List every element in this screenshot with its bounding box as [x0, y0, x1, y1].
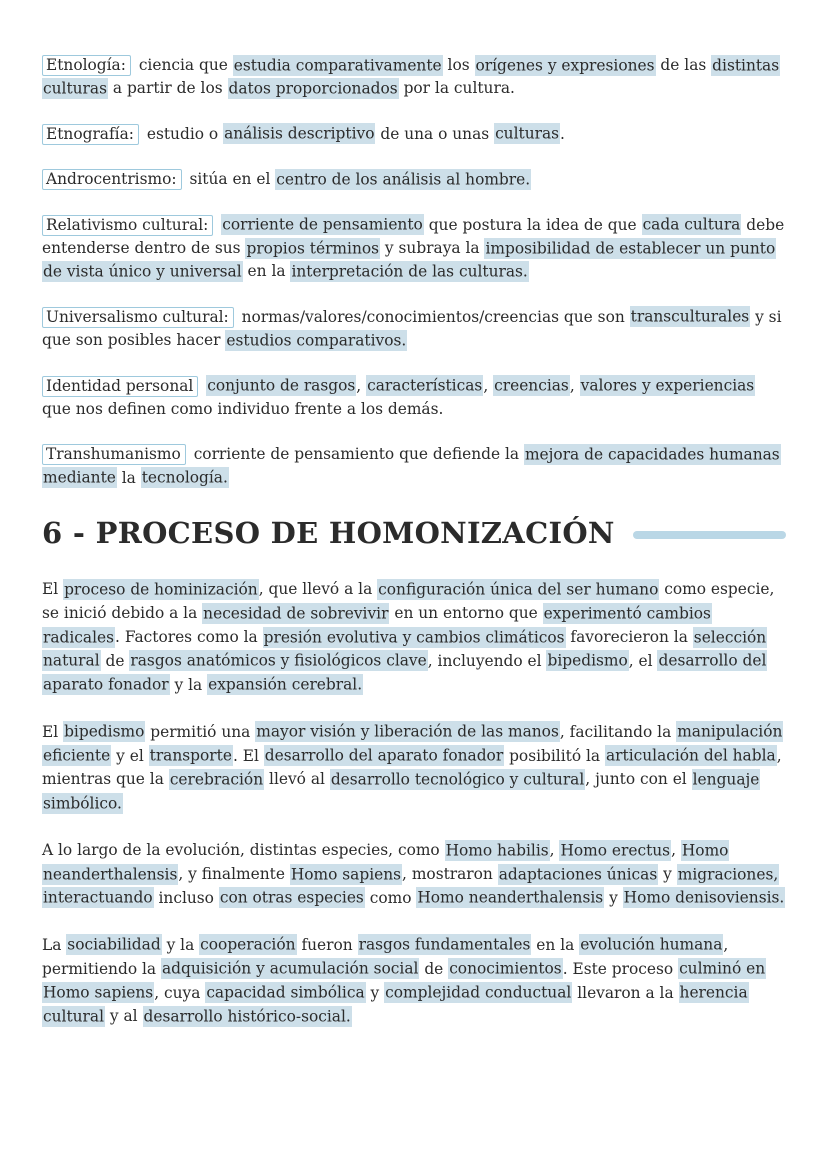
text-segment: corriente de pensamiento que defiende la	[188, 445, 524, 464]
section-heading-text: 6 - PROCESO DE HOMONIZACIÓN	[42, 516, 615, 551]
text-segment: y	[658, 865, 677, 884]
highlighted-text: proceso de hominización	[64, 580, 258, 599]
text-segment: a partir de los	[107, 79, 228, 98]
highlighted-text: cerebración	[169, 770, 264, 789]
text-segment: ,	[671, 841, 681, 860]
text-segment: , junto con el	[585, 770, 692, 789]
highlighted-text: cada cultura	[642, 215, 741, 234]
text-segment: posibilitó la	[504, 746, 605, 765]
definition-term: Etnología:	[42, 55, 131, 76]
highlighted-text: migraciones,	[677, 865, 779, 884]
text-segment: que nos definen como individuo frente a los demás.	[42, 400, 444, 419]
text-segment: sitúa en el	[184, 170, 276, 189]
highlighted-text: sociabilidad	[67, 935, 161, 954]
text-segment: de	[100, 651, 130, 670]
text-segment: normas/valores/conocimientos/creencias que son	[236, 307, 630, 326]
definition-entry	[42, 306, 786, 353]
text-segment: , mostraron	[402, 865, 498, 884]
definition-term: Relativismo cultural:	[42, 215, 213, 236]
text-segment: de las	[655, 56, 712, 74]
text-segment: ,	[549, 841, 560, 860]
highlighted-text: adaptaciones únicas	[498, 865, 658, 884]
text-segment: incluso	[153, 888, 219, 907]
text-segment: , permitiendo la	[42, 935, 729, 978]
text-segment: , el	[628, 651, 658, 670]
body-paragraph	[42, 839, 786, 911]
text-segment: como	[364, 888, 417, 907]
text-segment: en la	[531, 935, 580, 954]
highlighted-text: desarrollo del aparato fonador	[43, 651, 767, 694]
highlighted-text: corriente de pensamiento	[222, 215, 423, 234]
text-segment: como especie, se inició debido a la	[42, 580, 775, 623]
text-segment: ,	[483, 376, 494, 395]
definition-entry	[42, 375, 786, 422]
section-paragraphs	[42, 578, 786, 1029]
text-segment: permitió una	[145, 722, 256, 741]
highlighted-text: presión evolutiva y cambios climáticos	[263, 628, 565, 647]
definition-term: Etnografía:	[42, 124, 139, 145]
text-segment: favorecieron la	[565, 628, 693, 647]
text-segment: y al	[105, 1007, 143, 1026]
text-segment: , y finalmente	[178, 865, 290, 884]
highlighted-text: lenguaje simbólico.	[43, 770, 760, 813]
highlighted-text: Homo denisoviensis.	[623, 888, 785, 907]
text-segment: A lo largo de la evolución, distintas especies, como	[42, 841, 445, 860]
highlighted-text: con otras especies	[219, 888, 364, 907]
highlighted-text: interactuando	[43, 888, 153, 907]
text-segment: de una o unas	[375, 124, 495, 143]
text-segment: los	[442, 56, 475, 74]
highlighted-text: datos proporcionados	[228, 79, 398, 98]
text-segment: El	[42, 722, 64, 741]
highlighted-text: imposibilidad de establecer un punto de vista único y universal	[43, 239, 776, 281]
text-segment: , incluyendo el	[427, 651, 547, 670]
highlighted-text: transporte	[149, 746, 232, 765]
highlighted-text: mejora de capacidades humanas mediante	[43, 445, 780, 487]
highlighted-text: configuración única del ser humano	[378, 580, 659, 599]
highlighted-text: bipedismo	[64, 722, 145, 741]
text-segment: , facilitando la	[559, 722, 677, 741]
definitions-list	[42, 54, 786, 490]
text-segment: llevaron a la	[572, 983, 679, 1002]
highlighted-text: distintas culturas	[43, 56, 780, 98]
text-segment: y el	[111, 746, 149, 765]
text-segment: en la	[242, 262, 291, 281]
text-segment: , mientras que la	[42, 746, 782, 789]
text-segment: debe entenderse dentro de sus	[42, 215, 785, 258]
highlighted-text: transculturales	[630, 307, 750, 326]
highlighted-text: desarrollo tecnológico y cultural	[330, 770, 585, 789]
highlighted-text: articulación del habla	[605, 746, 776, 765]
highlighted-text: centro de los análisis al hombre.	[276, 170, 531, 189]
highlighted-text: selección natural	[43, 628, 767, 670]
text-segment: que postura la idea de que	[423, 215, 642, 234]
highlighted-text: capacidad simbólica	[206, 983, 365, 1002]
highlighted-text: conocimientos	[449, 959, 562, 978]
highlighted-text: rasgos anatómicos y fisiológicos clave	[130, 651, 427, 670]
text-segment: . El	[232, 746, 264, 765]
highlighted-text: herencia cultural	[43, 983, 748, 1026]
highlighted-text: Homo neanderthalensis	[417, 888, 604, 907]
text-segment: y la	[161, 935, 200, 954]
highlighted-text: necesidad de sobrevivir	[203, 604, 389, 623]
highlighted-text: culminó en Homo sapiens	[43, 959, 766, 1002]
highlighted-text: desarrollo histórico-social.	[143, 1007, 351, 1026]
definition-term: Androcentrismo:	[42, 169, 182, 190]
text-segment: llevó al	[264, 770, 330, 789]
definition-term: Universalismo cultural:	[42, 307, 234, 328]
text-segment: y la	[169, 675, 208, 694]
text-segment: , cuya	[154, 983, 206, 1002]
highlighted-text: mayor visión y liberación de las manos	[256, 722, 559, 741]
definition-entry	[42, 214, 786, 284]
highlighted-text: creencias	[494, 376, 569, 395]
highlighted-text: Homo habilis	[445, 841, 549, 860]
section-heading	[42, 516, 786, 550]
text-segment: fueron	[296, 935, 358, 954]
highlighted-text: expansión cerebral.	[208, 675, 363, 694]
highlighted-text: valores y experiencias	[580, 376, 755, 395]
highlighted-text: propios términos	[246, 239, 380, 258]
text-segment: .	[560, 124, 565, 143]
text-segment: ciencia que	[133, 56, 233, 74]
highlighted-text: manipulación eficiente	[43, 722, 783, 765]
highlighted-text: estudios comparativos.	[226, 331, 407, 350]
highlighted-text: estudia comparativamente	[233, 56, 442, 74]
body-paragraph	[42, 934, 786, 1030]
highlighted-text: Homo neanderthalensis	[43, 841, 729, 884]
text-segment: ,	[569, 376, 580, 395]
definition-term: Identidad personal	[42, 376, 198, 397]
text-segment: y	[604, 888, 623, 907]
highlighted-text: rasgos fundamentales	[358, 935, 531, 954]
highlighted-text: orígenes y expresiones	[475, 56, 655, 74]
highlighted-text: adquisición y acumulación social	[161, 959, 419, 978]
text-segment: . Este proceso	[562, 959, 679, 978]
text-segment: estudio o	[141, 124, 224, 143]
text-segment: la	[116, 468, 141, 487]
highlighted-text: desarrollo del aparato fonador	[264, 746, 504, 765]
highlighted-text: evolución humana	[580, 935, 723, 954]
body-paragraph	[42, 578, 786, 697]
highlighted-text: características	[367, 376, 483, 395]
text-segment: El	[42, 580, 64, 599]
heading-decoration-line	[633, 531, 786, 539]
body-paragraph	[42, 721, 786, 817]
highlighted-text: culturas	[495, 124, 560, 143]
definition-entry	[42, 54, 786, 101]
highlighted-text: bipedismo	[547, 651, 628, 670]
text-segment: en un entorno que	[389, 604, 543, 623]
highlighted-text: Homo erectus	[560, 841, 671, 860]
highlighted-text: conjunto de rasgos	[207, 376, 356, 395]
text-segment: y si que son posibles hacer	[42, 307, 782, 350]
text-segment: y subraya la	[380, 239, 485, 258]
text-segment: . Factores como la	[115, 628, 263, 647]
text-segment: ,	[356, 376, 367, 395]
text-segment: La	[42, 935, 67, 954]
highlighted-text: cooperación	[200, 935, 296, 954]
definition-entry	[42, 443, 786, 490]
highlighted-text: análisis descriptivo	[224, 124, 375, 143]
highlighted-text: complejidad conductual	[385, 983, 572, 1002]
text-segment: de	[419, 959, 449, 978]
highlighted-text: experimentó cambios radicales	[43, 604, 711, 647]
text-segment: por la cultura.	[398, 79, 515, 98]
text-segment: y	[365, 983, 385, 1002]
definition-entry	[42, 168, 786, 191]
text-segment: , que llevó a la	[258, 580, 378, 599]
highlighted-text: interpretación de las culturas.	[291, 262, 528, 281]
definition-entry	[42, 123, 786, 146]
highlighted-text: tecnología.	[141, 468, 228, 487]
highlighted-text: Homo sapiens	[290, 865, 402, 884]
definition-term: Transhumanismo	[42, 444, 186, 465]
